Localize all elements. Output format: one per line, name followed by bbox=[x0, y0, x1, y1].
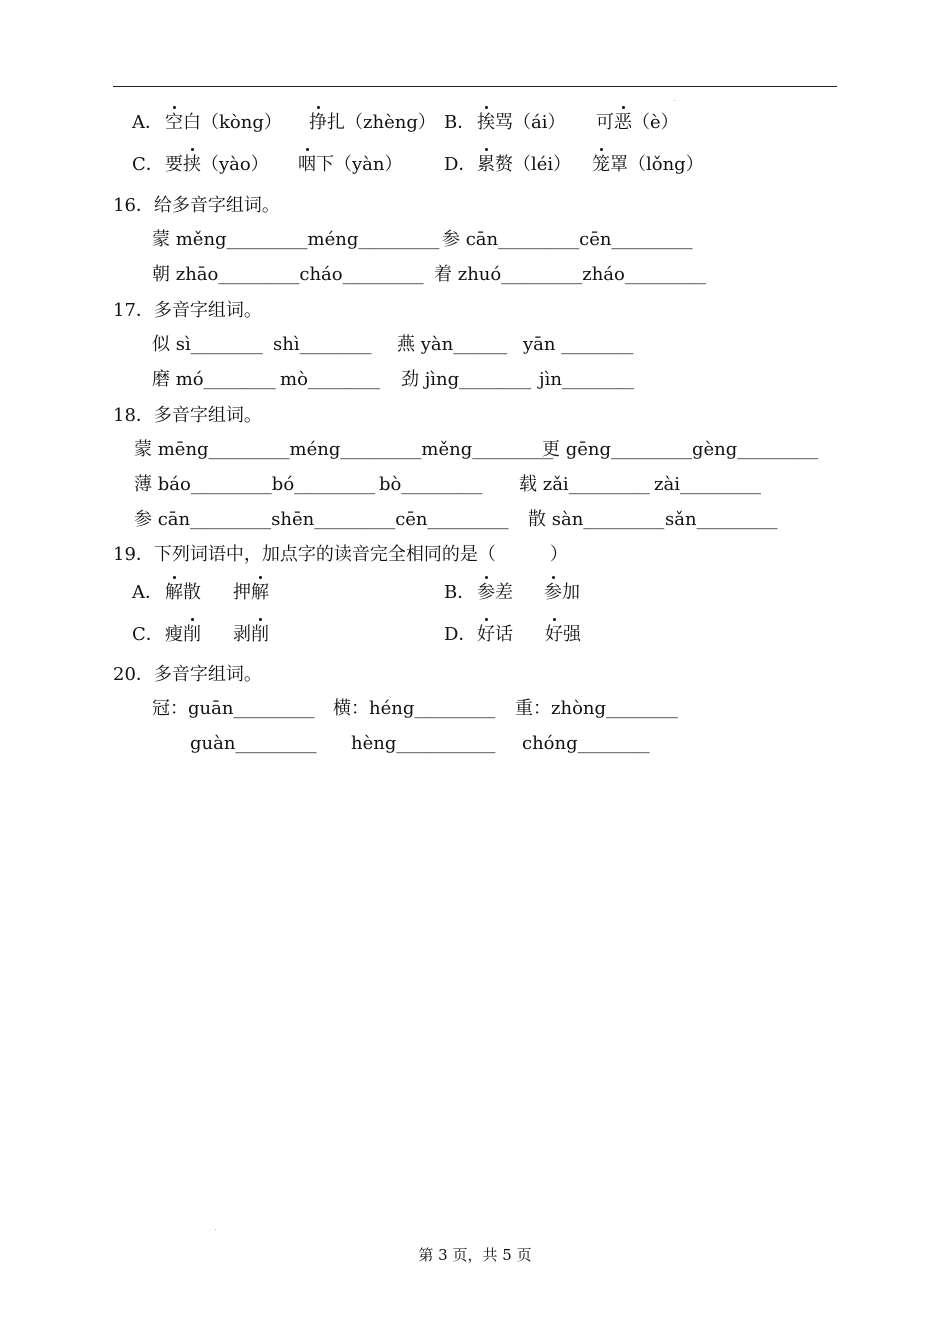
q18-row-1 bbox=[134, 439, 834, 463]
q20-blank-chong[interactable]: chóng________ bbox=[522, 733, 650, 754]
q17-blank-mo4[interactable]: mò________ bbox=[280, 369, 380, 390]
q15-option-a-word-1: 空白（kòng） bbox=[165, 112, 282, 133]
q17-blank-jin[interactable]: jìn________ bbox=[539, 369, 634, 390]
q18-blank-zai3[interactable]: 载 zǎi_________ bbox=[519, 474, 650, 495]
q15-options-row-2 bbox=[132, 154, 832, 178]
q17-row-2 bbox=[152, 369, 832, 393]
q16-blank-meng[interactable]: 蒙 měng_________méng_________ bbox=[152, 229, 440, 250]
q19-option-d-letter[interactable]: D． bbox=[444, 624, 477, 645]
q19-option-d-word-2: 好强 bbox=[545, 624, 581, 645]
q19-option-c-word-2: 剥削 bbox=[233, 624, 269, 645]
q19-option-d-word-1: 好话 bbox=[477, 624, 513, 645]
q19-option-b-word-1: 参差 bbox=[477, 582, 513, 603]
q19-option-a-word-1: 解散 bbox=[165, 582, 201, 603]
q17-blank-yan1[interactable]: yān ________ bbox=[523, 334, 634, 355]
q18-blank-zai4[interactable]: zài_________ bbox=[654, 474, 761, 495]
q17-blank-mo2[interactable]: 磨 mó________ bbox=[152, 369, 276, 390]
speck bbox=[674, 100, 675, 101]
page-number: 第 3 页，共 5 页 bbox=[418, 1246, 532, 1264]
q16-row-2 bbox=[152, 264, 832, 288]
q16-row-1 bbox=[152, 229, 832, 253]
q15-option-a-word-2: 挣扎（zhèng） bbox=[309, 112, 436, 133]
q20-blank-heng2[interactable]: 横：héng_________ bbox=[333, 698, 496, 719]
q16-blank-zhao[interactable]: 朝 zhāo_________cháo_________ bbox=[152, 264, 424, 285]
q15-option-c-word-2: 咽下（yàn） bbox=[298, 154, 403, 175]
q20-row-2 bbox=[190, 733, 830, 757]
q19-option-b-word-2: 参加 bbox=[544, 582, 580, 603]
q15-option-a-letter: A． bbox=[132, 112, 163, 133]
q15-option-c-letter: C． bbox=[132, 154, 164, 175]
q20-blank-guan1[interactable]: 冠：guān_________ bbox=[152, 698, 315, 719]
q16-title: 16．给多音字组词。 bbox=[113, 195, 280, 216]
q19-option-b-letter[interactable]: B． bbox=[444, 582, 476, 603]
q18-blank-meng[interactable]: 蒙 mēng_________méng_________měng_________ bbox=[134, 439, 554, 460]
q15-option-d-word-2: 笼罩（lǒng） bbox=[592, 154, 704, 175]
q15-option-c-word-1: 要挟（yào） bbox=[165, 154, 269, 175]
q17-blank-si[interactable]: 似 sì________ bbox=[152, 334, 263, 355]
q15-options-row-1 bbox=[132, 112, 832, 136]
q20-blank-zhong[interactable]: 重：zhòng________ bbox=[515, 698, 679, 719]
q16-blank-zhuo[interactable]: 着 zhuó_________zháo_________ bbox=[434, 264, 706, 285]
q17-blank-yan4[interactable]: 燕 yàn______ bbox=[397, 334, 508, 355]
q19-option-c-letter[interactable]: C． bbox=[132, 624, 164, 645]
q19-options-row-2 bbox=[132, 624, 832, 648]
q15-option-b-word-2: 可恶（è） bbox=[596, 112, 679, 133]
q18-row-2 bbox=[134, 474, 834, 498]
speck bbox=[215, 1229, 216, 1230]
q20-title: 20．多音字组词。 bbox=[113, 664, 262, 685]
q15-option-b-letter: B． bbox=[444, 112, 476, 133]
q19-option-a-word-2: 押解 bbox=[233, 582, 269, 603]
q18-row-3 bbox=[134, 509, 834, 533]
q19-title: 19．下列词语中，加点字的读音完全相同的是（ ） bbox=[113, 544, 568, 565]
q17-title: 17．多音字组词。 bbox=[113, 300, 262, 321]
q15-option-d-word-1: 累赘（léi） bbox=[477, 154, 572, 175]
q15-option-b-word-1: 挨骂（ái） bbox=[477, 112, 566, 133]
q20-row-1 bbox=[152, 698, 832, 722]
header-rule bbox=[113, 86, 837, 87]
q17-row-1 bbox=[152, 334, 832, 358]
q16-blank-can[interactable]: 参 cān_________cēn_________ bbox=[442, 229, 693, 250]
q18-blank-bao[interactable]: 薄 báo_________bó_________ bbox=[134, 474, 376, 495]
q18-title: 18．多音字组词。 bbox=[113, 405, 262, 426]
q19-options-row-1 bbox=[132, 582, 832, 606]
q18-blank-san3[interactable]: sǎn_________ bbox=[665, 509, 778, 530]
q19-option-c-word-1: 瘦削 bbox=[165, 624, 201, 645]
q18-blank-geng[interactable]: 更 gēng_________gèng_________ bbox=[542, 439, 819, 460]
q20-blank-guan4[interactable]: guàn_________ bbox=[190, 733, 317, 754]
q17-blank-shi[interactable]: shì________ bbox=[273, 334, 372, 355]
q18-blank-san4[interactable]: 散 sàn_________ bbox=[528, 509, 665, 530]
q15-option-d-letter: D． bbox=[444, 154, 477, 175]
q19-option-a-letter[interactable]: A． bbox=[132, 582, 163, 603]
q18-blank-bo4[interactable]: bò_________ bbox=[379, 474, 483, 495]
q20-blank-heng4[interactable]: hèng___________ bbox=[351, 733, 496, 754]
q17-blank-jing[interactable]: 劲 jìng________ bbox=[401, 369, 532, 390]
q18-blank-can[interactable]: 参 cān_________shēn_________cēn_________ bbox=[134, 509, 509, 530]
